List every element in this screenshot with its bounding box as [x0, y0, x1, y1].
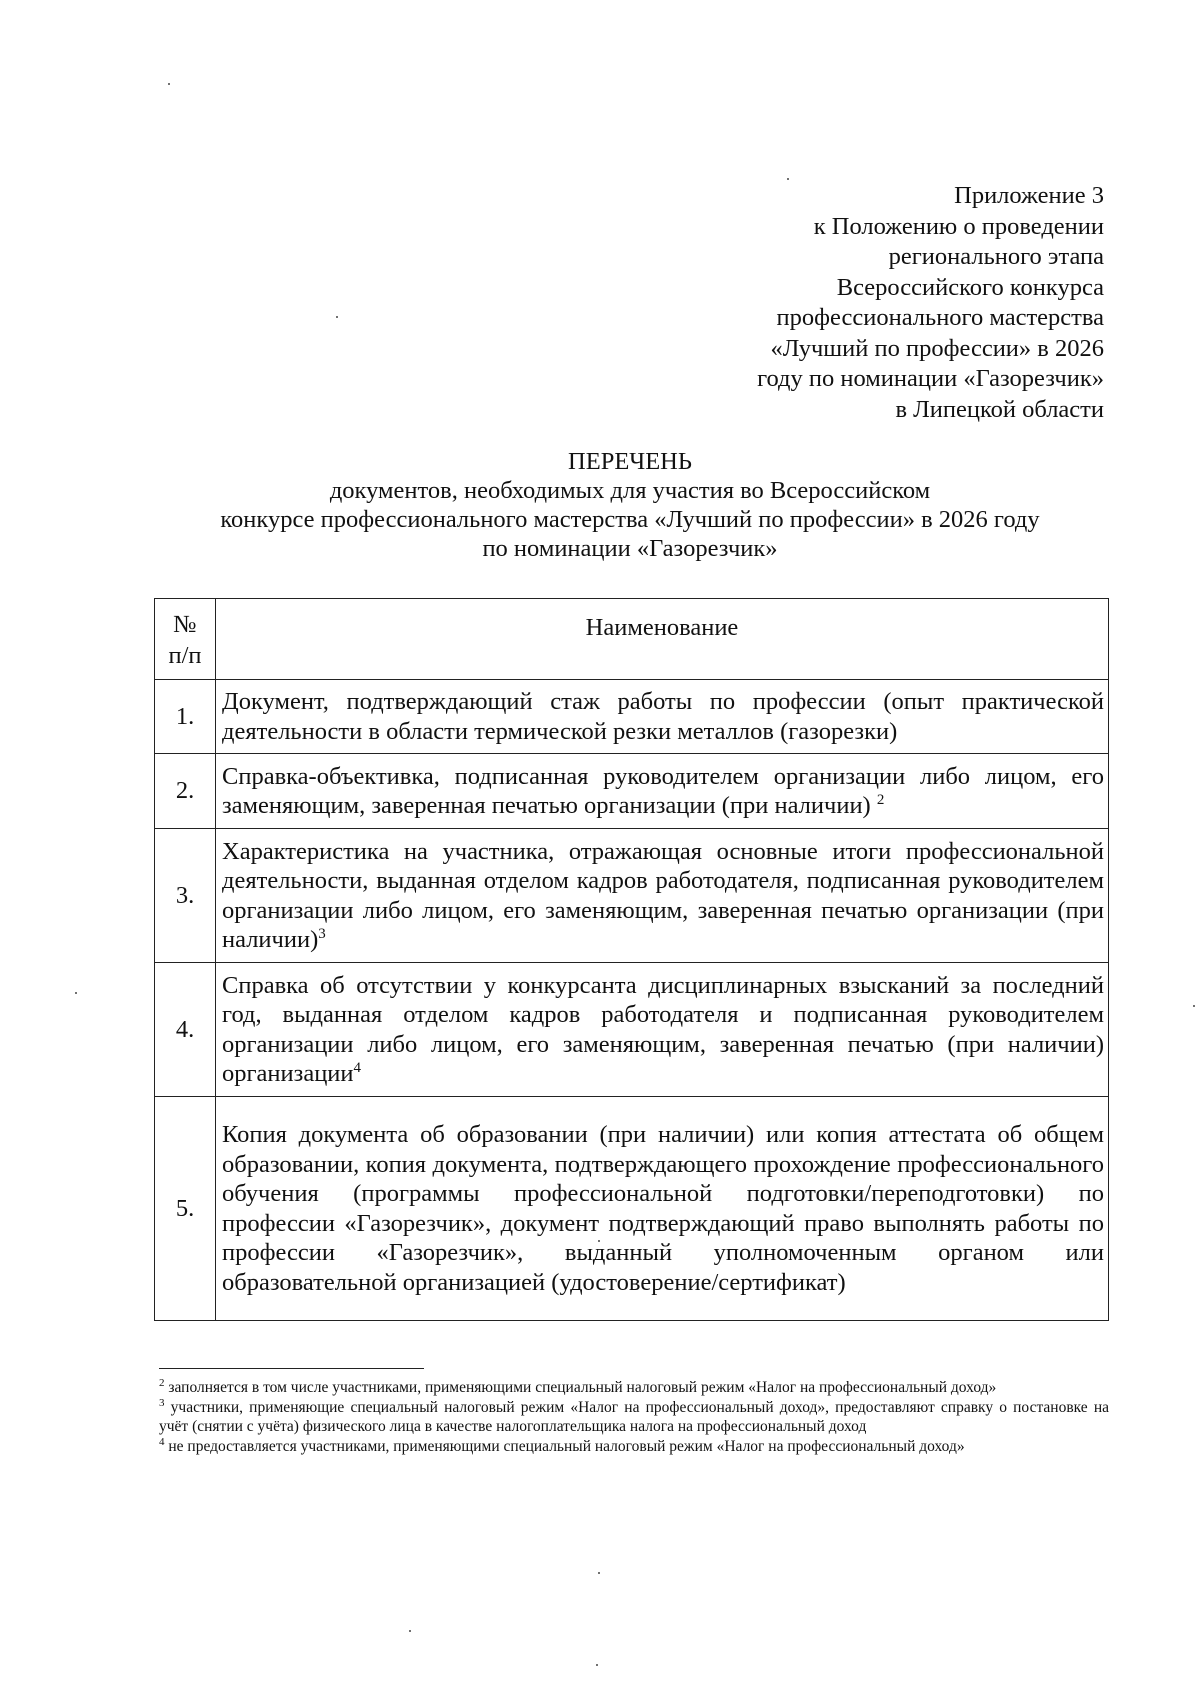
column-header-number-line: п/п: [168, 642, 202, 669]
table-row: [155, 1097, 1109, 1321]
row-number: 3.: [155, 829, 216, 963]
row-text: [216, 1097, 1109, 1321]
scan-speck: [75, 992, 77, 994]
annex-line: «Лучший по профессии» в 2026: [770, 334, 1104, 362]
row-text: [216, 829, 1109, 963]
footnote-reference: 4: [353, 1059, 362, 1076]
table-row: [155, 754, 1109, 829]
scan-speck: [598, 1572, 600, 1574]
row-text-body: Копия документа об образовании (при наличии) или копия аттестата об общем образовании, копия документа, подтверждающего прохождение профессионального обучения (программы профессиональной подготовки/переподготовки) по профессии «Газорезчик», документ подтверждающий право выполнять работы по профессии «Газорезчик», выданный уполномоченным органом или образовательной организацией (удостоверение/сертификат): [222, 1121, 1104, 1296]
footnote-separator: [159, 1368, 424, 1369]
footnote: [159, 1437, 1109, 1457]
scan-speck: [596, 1664, 598, 1666]
row-text: [216, 754, 1109, 829]
annex-line: Всероссийского конкурса: [836, 273, 1104, 301]
row-text-body: Документ, подтверждающий стаж работы по профессии (опыт практической деятельности в области термической резки металлов (газорезки): [222, 688, 1104, 745]
footnote-mark: 4: [159, 1435, 165, 1448]
row-number: 4.: [155, 963, 216, 1097]
footnote: [159, 1398, 1109, 1437]
table-row: [155, 963, 1109, 1097]
row-number: 1.: [155, 680, 216, 754]
row-text-body: Характеристика на участника, отражающая основные итоги профессиональной деятельности, выданная отделом кадров работодателя, подписанная руководителем организации либо лицом, его заменяющим, заверенная печатью организации (при наличии): [222, 837, 1104, 953]
document-title: [150, 447, 1110, 563]
title-line: по номинации «Газорезчик»: [482, 535, 778, 562]
documents-table: [154, 598, 1109, 1321]
table-row: [155, 680, 1109, 754]
title-heading: ПЕРЕЧЕНЬ: [568, 448, 692, 475]
row-number: 5.: [155, 1097, 216, 1321]
title-line: конкурсе профессионального мастерства «Лучший по профессии» в 2026 году: [220, 506, 1040, 533]
footnote-reference: 3: [318, 925, 326, 942]
row-text-body: Справка-объективка, подписанная руководителем организации либо лицом, его заменяющим, заверенная печатью организации (при наличии): [222, 762, 1104, 819]
table-header-row: [155, 599, 1109, 680]
row-text: [216, 963, 1109, 1097]
annex-line: профессионального мастерства: [776, 304, 1104, 331]
row-text-body: Справка об отсутствии у конкурсанта дисциплинарных взысканий за последний год, выданная отделом кадров работодателя и подписанная руководителем организации либо лицом, его заменяющим, заверенная печатью (при наличии) организации: [222, 971, 1104, 1087]
table-row: [155, 829, 1109, 963]
footnote-text: заполняется в том числе участниками, применяющими специальный налоговый режим «Налог на профессиональный доход»: [164, 1379, 997, 1396]
annex-line: в Липецкой области: [895, 395, 1104, 423]
footnote-text: не предоставляется участниками, применяющими специальный налоговый режим «Налог на профессиональный доход»: [164, 1437, 965, 1455]
annex-line: к Положению о проведении: [813, 212, 1104, 240]
footnotes: [159, 1378, 1109, 1456]
annex-line: регионального этапа: [888, 243, 1104, 270]
scan-speck: [168, 83, 170, 85]
row-text: [216, 680, 1109, 754]
scan-speck: [409, 1630, 411, 1632]
footnote-reference: 2: [876, 791, 885, 808]
annex-line: году по номинации «Газорезчик»: [757, 365, 1104, 392]
column-header-name: Наименование: [216, 599, 1109, 680]
scan-speck: [1193, 1005, 1195, 1007]
row-number: 2.: [155, 754, 216, 829]
footnote-text: участники, применяющие специальный налоговый режим «Налог на профессиональный доход», предоставляют справку о постановке на учёт (снятии с учёта) физического лица в качестве налогоплательщика налога на профессиональный доход: [159, 1398, 1109, 1435]
annex-line: Приложение 3: [954, 182, 1104, 209]
footnote-mark: 3: [159, 1396, 165, 1409]
column-header-number: [155, 599, 216, 680]
title-line: документов, необходимых для участия во Всероссийском: [329, 477, 931, 504]
footnote: [159, 1378, 1109, 1398]
footnote-mark: 2: [159, 1376, 165, 1389]
column-header-number-line: №: [173, 611, 197, 638]
scan-speck: [336, 316, 338, 318]
annex-header: [684, 181, 1104, 425]
scan-speck: [787, 178, 789, 180]
